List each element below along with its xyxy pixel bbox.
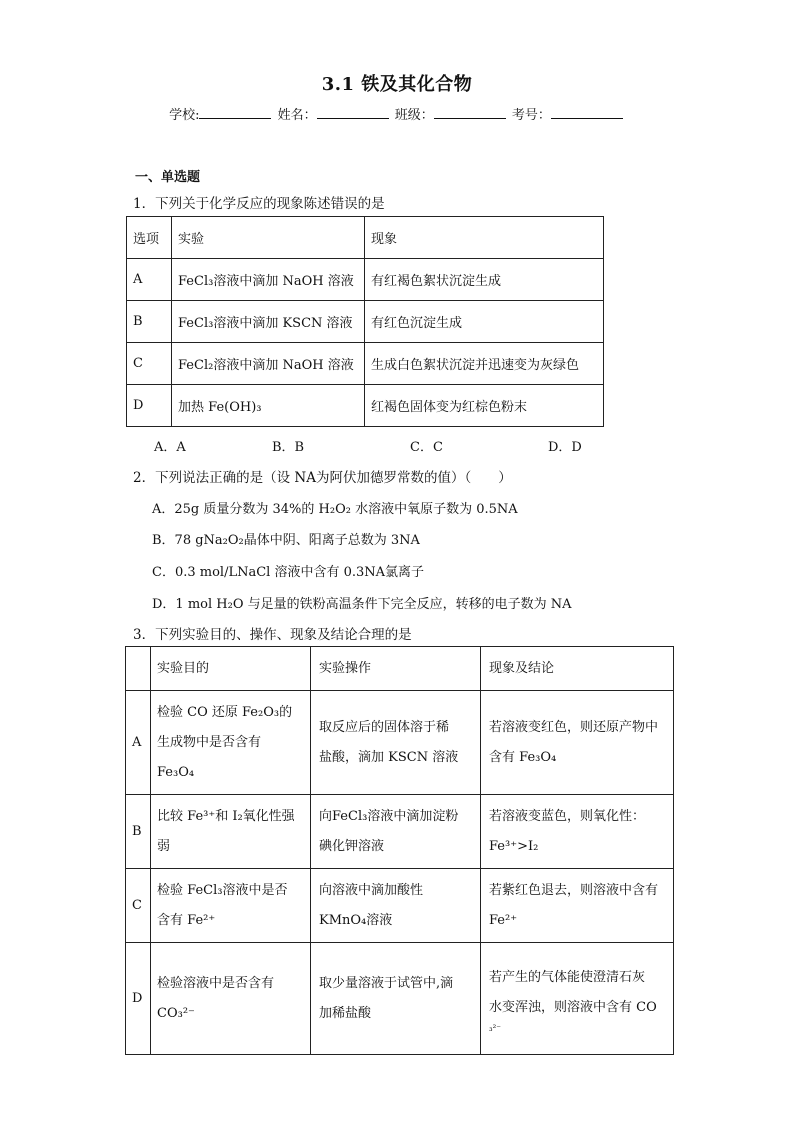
table-cell: C <box>127 343 172 385</box>
table-cell: FeCl₃溶液中滴加 KSCN 溶液 <box>172 301 365 343</box>
table-cell <box>151 943 311 1055</box>
cell-line: 若产生的气体能使澄清石灰 <box>489 969 646 985</box>
table-row <box>127 259 604 301</box>
cell-line: 加稀盐酸 <box>319 1005 372 1021</box>
name-label: 姓名： <box>277 108 317 123</box>
option-b[interactable]: B．78 gNa₂O₂晶体中阴、阳离子总数为 3NA <box>152 533 420 548</box>
cell-line: 弱 <box>157 838 171 854</box>
choice-d[interactable]: D．D <box>548 440 582 455</box>
question-3-table <box>125 646 674 1055</box>
table-header-cell: 实验操作 <box>311 647 481 691</box>
cell-line: ₃²⁻ <box>489 1023 501 1034</box>
cell-line: Fe³⁺>I₂ <box>489 838 539 854</box>
cell-line: Fe²⁺ <box>489 912 518 928</box>
choice-b[interactable]: B．B <box>272 440 305 455</box>
table-header-row <box>126 647 674 691</box>
table-cell: 有红色沉淀生成 <box>365 301 604 343</box>
cell-line: 取反应后的固体溶于稀 <box>319 719 450 735</box>
table-row <box>126 869 674 943</box>
option-d[interactable]: D．1 mol H₂O 与足量的铁粉高温条件下完全反应，转移的电子数为 NA <box>152 597 572 612</box>
table-cell <box>311 869 481 943</box>
table-header-cell <box>126 647 151 691</box>
page-title: 3.1 铁及其化合物 <box>321 74 473 95</box>
school-blank[interactable] <box>199 106 271 119</box>
cell-line: KMnO₄溶液 <box>319 912 393 928</box>
table-row <box>126 691 674 795</box>
table-header-cell: 实验目的 <box>151 647 311 691</box>
table-header-row <box>127 217 604 259</box>
cell-line: 取少量溶液于试管中,滴 <box>319 975 454 991</box>
table-header-cell: 现象 <box>365 217 604 259</box>
cell-line: 若紫红色退去，则溶液中含有 <box>489 882 659 898</box>
table-header-cell: 实验 <box>172 217 365 259</box>
table-row <box>127 385 604 427</box>
cell-line: Fe₃O₄ <box>157 764 195 780</box>
cell-line: 比较 Fe³⁺和 I₂氧化性强 <box>157 808 295 824</box>
table-header-cell: 选项 <box>127 217 172 259</box>
choice-a[interactable]: A．A <box>154 440 186 455</box>
student-info-line <box>0 104 794 123</box>
class-blank[interactable] <box>434 106 506 119</box>
option-a[interactable]: A．25g 质量分数为 34%的 H₂O₂ 水溶液中氧原子数为 0.5NA <box>152 502 518 517</box>
cell-line: 若溶液变红色，则还原产物中 <box>489 719 659 735</box>
cell-line: 检验 CO 还原 Fe₂O₃的 <box>157 704 293 720</box>
cell-line: 检验溶液中是否含有 <box>157 975 275 991</box>
table-cell: FeCl₂溶液中滴加 NaOH 溶液 <box>172 343 365 385</box>
exam-no-blank[interactable] <box>551 106 623 119</box>
table-cell <box>481 691 674 795</box>
table-row <box>126 943 674 1055</box>
cell-line: 含有 Fe₃O₄ <box>489 749 557 765</box>
cell-line: 向FeCl₃溶液中滴加淀粉 <box>319 808 459 824</box>
table-row <box>126 795 674 869</box>
question-1-table <box>126 216 604 427</box>
name-blank[interactable] <box>317 106 389 119</box>
row-label: C <box>126 869 151 943</box>
option-c[interactable]: C．0.3 mol/LNaCl 溶液中含有 0.3NA氯离子 <box>152 565 425 580</box>
cell-line: 向溶液中滴加酸性 <box>319 882 424 898</box>
cell-line: CO₃²⁻ <box>157 1005 195 1021</box>
cell-line: 生成物中是否含有 <box>157 734 262 750</box>
table-cell <box>311 795 481 869</box>
table-cell: 红褐色固体变为红棕色粉末 <box>365 385 604 427</box>
row-label: A <box>126 691 151 795</box>
table-row <box>127 343 604 385</box>
table-cell <box>481 795 674 869</box>
table-cell: 生成白色絮状沉淀并迅速变为灰绿色 <box>365 343 604 385</box>
cell-line: 含有 Fe²⁺ <box>157 912 216 928</box>
cell-line: 碘化钾溶液 <box>319 838 385 854</box>
question-2-stem: 2．下列说法正确的是（设 NA为阿伏加德罗常数的值）（ ） <box>133 470 512 486</box>
row-label: D <box>126 943 151 1055</box>
table-cell: FeCl₃溶液中滴加 NaOH 溶液 <box>172 259 365 301</box>
exam-no-label: 考号： <box>511 108 551 123</box>
question-1-stem: 1．下列关于化学反应的现象陈述错误的是 <box>133 196 385 212</box>
table-cell <box>151 691 311 795</box>
table-cell: D <box>127 385 172 427</box>
choice-c[interactable]: C．C <box>410 440 443 455</box>
table-header-cell: 现象及结论 <box>481 647 674 691</box>
table-cell <box>481 943 674 1055</box>
cell-line: 水变浑浊，则溶液中含有 CO <box>489 999 657 1015</box>
table-cell: 加热 Fe(OH)₃ <box>172 385 365 427</box>
row-label: B <box>126 795 151 869</box>
question-3-stem: 3．下列实验目的、操作、现象及结论合理的是 <box>133 627 412 643</box>
table-cell <box>151 869 311 943</box>
table-cell <box>151 795 311 869</box>
table-row <box>127 301 604 343</box>
table-cell: A <box>127 259 172 301</box>
school-label: 学校: <box>169 108 200 123</box>
table-cell <box>311 691 481 795</box>
table-cell: B <box>127 301 172 343</box>
section-heading: 一、单选题 <box>135 170 201 185</box>
cell-line: 检验 FeCl₃溶液中是否 <box>157 882 288 898</box>
cell-line: 盐酸，滴加 KSCN 溶液 <box>319 749 459 765</box>
cell-line: 若溶液变蓝色，则氧化性： <box>489 808 646 824</box>
table-cell <box>311 943 481 1055</box>
table-cell: 有红褐色絮状沉淀生成 <box>365 259 604 301</box>
table-cell <box>481 869 674 943</box>
class-label: 班级： <box>394 108 434 123</box>
